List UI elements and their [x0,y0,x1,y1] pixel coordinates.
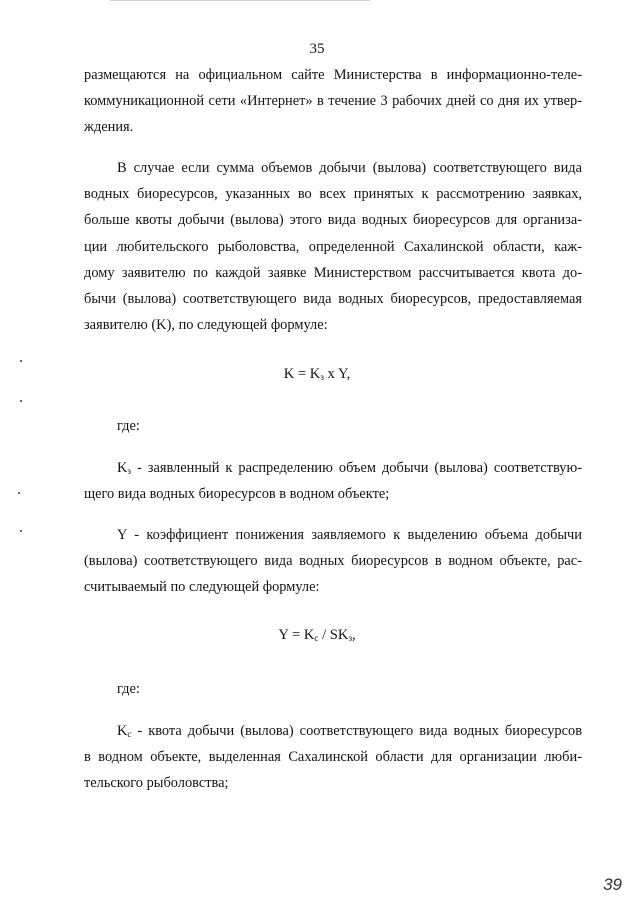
symbol: K [117,460,128,476]
paragraph-line: щего вида водных биоресурсов в водном объекте; [84,486,390,503]
symbol-subscript: з [127,466,131,476]
paragraph-line: коммуникационной сети «Интернет» в течение 3 рабочих дней со дня их утвер- [84,93,582,110]
paragraph-line: В случае если сумма объемов добычи (вылова) соответствующего вида [117,160,582,176]
formula-part: x Y, [323,366,351,382]
paragraph-line: водных биоресурсов, указанных во всех принятых к рассмотрению заявках, [84,186,582,203]
paragraph-line: размещаются на официальном сайте Министерства в информационно-теле- [84,67,582,83]
paragraph-line: считываемый по следующей формуле: [84,579,320,596]
paragraph-line: ждения. [84,119,134,136]
symbol: K [117,723,128,739]
paragraph-line: Y - коэффициент понижения заявляемого к выделению объема добычи [117,527,582,543]
scan-speck [20,400,22,402]
formula-quota [0,366,634,383]
scan-speck [20,530,22,532]
paragraph-line: - квота добычи (вылова) соответствующего вида водных биоресурсов [131,723,582,739]
formula-coefficient [0,627,634,644]
paragraph-region-quota [84,718,582,797]
paragraph-line: - заявленный к распределению объем добычи (вылова) соответствую- [130,460,582,476]
paragraph-line: бычи (вылова) соответствующего вида водных биоресурсов, предоставляемая [84,291,582,308]
formula-subscript: з [348,633,352,643]
symbol-subscript: с [127,729,132,739]
paragraph-line: дому заявителю по каждой заявке Министерством рассчитывается квота до- [84,264,582,281]
paragraph-line: (вылова) соответствующего вида водных биоресурсов в водном объекте, рас- [84,553,582,570]
formula-part: Y = K [278,627,315,643]
scan-speck [18,492,20,494]
page-number: 35 [309,41,325,57]
formula-part: K = K [283,366,321,382]
paragraph-line: тельского рыболовства; [84,775,229,792]
paragraph-line: в водном объекте, выделенная Сахалинской области для организации люби- [84,749,582,766]
formula-subscript: з [320,372,324,382]
paragraph-quota-calculation [84,155,582,338]
handwritten-page-mark: 39 [603,875,622,894]
paragraph-publication [84,62,582,141]
paragraph-line: больше квоты добычи (вылова) этого вида водных биоресурсов для организа- [84,212,582,229]
scan-speck [20,360,22,362]
paragraph-line: ции любительского рыболовства, определенной Сахалинской области, каж- [84,238,582,255]
paragraph-declared-volume [84,455,582,507]
paragraph-line: заявителю (K), по следующей формуле: [84,317,328,334]
formula-part: , [352,627,356,643]
where-label: где: [117,681,140,697]
scan-edge-line [110,0,370,1]
formula-subscript: с [314,633,319,643]
paragraph-coefficient [84,522,582,601]
formula-part: / SK [318,627,349,643]
where-label: где: [117,418,140,434]
